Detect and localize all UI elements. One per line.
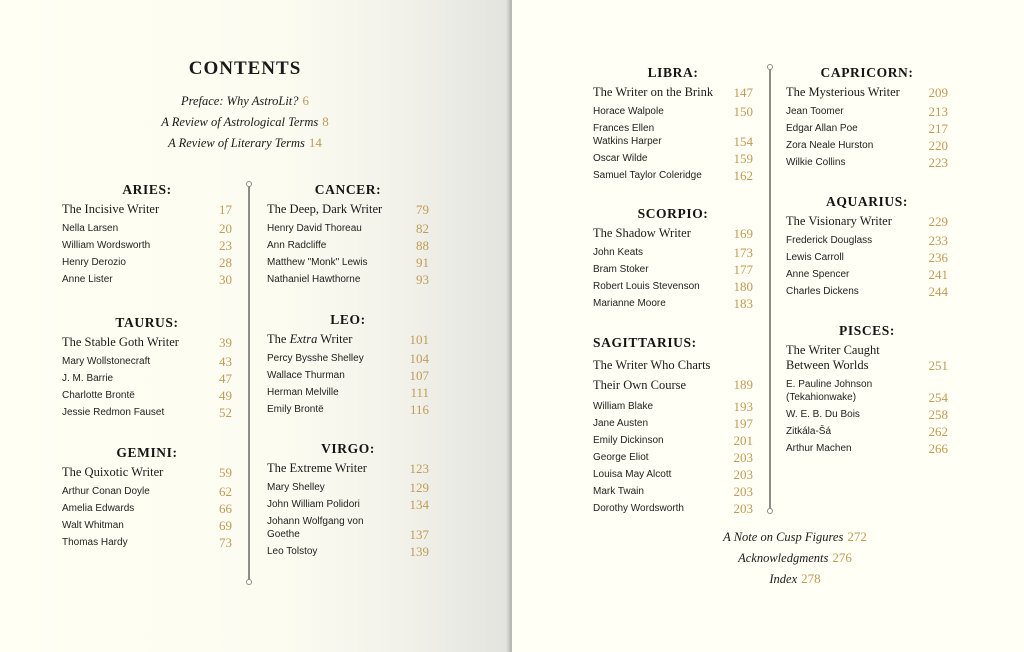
writer-name: Nella Larsen: [62, 223, 119, 234]
writer-name: Frederick Douglass: [786, 235, 873, 246]
sign-heading: AQUARIUS:: [826, 194, 908, 209]
archetype-label: The Extreme Writer: [267, 461, 367, 475]
writer-entry[interactable]: [267, 545, 429, 558]
page-number: 88: [416, 238, 429, 253]
archetype-row[interactable]: [267, 332, 429, 347]
writer-name: Walt Whitman: [62, 520, 124, 531]
archetype-label: The Incisive Writer: [62, 202, 160, 216]
archetype-row[interactable]: [62, 202, 232, 217]
writer-name: Jane Austen: [593, 418, 649, 429]
archetype-label-pre: The: [267, 332, 287, 346]
page-number: 52: [219, 405, 232, 420]
page-number: 39: [219, 335, 232, 350]
sign-heading: SAGITTARIUS:: [593, 335, 697, 350]
page-number: 203: [733, 467, 753, 482]
archetype-row[interactable]: [593, 85, 753, 100]
front-matter-item[interactable]: [120, 93, 370, 109]
writer-name: William Blake: [593, 401, 654, 412]
archetype-label-post: Writer: [320, 332, 353, 346]
page-number: 73: [219, 535, 232, 550]
writer-entry[interactable]: [62, 485, 232, 498]
page-number: 183: [733, 296, 753, 311]
writer-entry[interactable]: [786, 408, 948, 421]
writer-entry[interactable]: [786, 442, 948, 455]
column-divider: [769, 69, 771, 509]
page-number: 91: [416, 255, 429, 270]
writer-entry[interactable]: [593, 417, 753, 430]
writer-entry[interactable]: [62, 389, 232, 402]
archetype-label: The Writer Caught Between Worlds: [786, 343, 880, 372]
archetype-label: The Quixotic Writer: [62, 465, 164, 479]
section-gemini: [62, 444, 232, 553]
page-number: 111: [410, 385, 429, 400]
page-number: 229: [928, 214, 948, 229]
page-number: 93: [416, 272, 429, 287]
contents-title: CONTENTS: [188, 58, 302, 79]
page-number: 209: [928, 85, 948, 100]
page-number: 104: [409, 351, 429, 366]
section-virgo: [267, 440, 429, 562]
page-number: 79: [416, 202, 429, 217]
writer-name: Anne Lister: [62, 274, 113, 285]
front-matter-label: Preface: Why AstroLit?: [180, 94, 299, 108]
writer-entry[interactable]: [593, 400, 753, 413]
page-number: 47: [219, 371, 232, 386]
sign-heading: PISCES:: [839, 323, 895, 338]
writer-entry[interactable]: [593, 122, 753, 148]
writer-name: Arthur Conan Doyle: [62, 486, 150, 497]
page-number: 150: [733, 104, 753, 119]
archetype-label: The Writer Who Charts Their Own Course: [593, 358, 711, 392]
writer-entry[interactable]: [593, 152, 753, 165]
writer-entry[interactable]: [786, 234, 948, 247]
back-matter-item[interactable]: [660, 571, 930, 587]
writer-entry[interactable]: [267, 481, 429, 494]
writer-name: Oscar Wilde: [593, 153, 648, 164]
back-matter-label: Index: [769, 572, 798, 586]
writer-name: Jean Toomer: [786, 106, 844, 117]
archetype-row[interactable]: [593, 355, 753, 395]
writer-name: Dorothy Wordsworth: [593, 503, 684, 514]
sign-heading: LIBRA:: [647, 65, 699, 80]
writer-name: Marianne Moore: [593, 298, 666, 309]
back-matter-label: Acknowledgments: [738, 551, 829, 565]
page-number: 116: [409, 402, 429, 417]
writer-entry[interactable]: [267, 256, 429, 269]
writer-entry[interactable]: [786, 378, 948, 404]
page-number: 217: [928, 121, 948, 136]
writer-entry[interactable]: [786, 156, 948, 169]
writer-name: Lewis Carroll: [786, 252, 844, 263]
writer-entry[interactable]: [267, 498, 429, 511]
writer-name: Ann Radcliffe: [267, 240, 327, 251]
writer-name: Amelia Edwards: [62, 503, 135, 514]
sign-heading: GEMINI:: [116, 445, 178, 460]
page-number: 203: [733, 501, 753, 516]
sign-heading: ARIES:: [122, 182, 172, 197]
writer-name: Mary Wollstonecraft: [62, 356, 151, 367]
page-number: 213: [928, 104, 948, 119]
writer-entry[interactable]: [786, 251, 948, 264]
writer-entry[interactable]: [62, 239, 232, 252]
archetype-row[interactable]: [62, 335, 232, 350]
archetype-row[interactable]: [62, 465, 232, 480]
writer-entry[interactable]: [593, 280, 753, 293]
back-matter-label: A Note on Cusp Figures: [723, 530, 844, 544]
archetype-label: The Writer on the Brink: [593, 85, 714, 99]
writer-entry[interactable]: [267, 239, 429, 252]
writer-name: Frances Ellen Watkins Harper: [593, 123, 662, 147]
page-number: 82: [416, 221, 429, 236]
page-number: 272: [847, 529, 867, 544]
archetype-row[interactable]: [786, 214, 948, 229]
section-sagittarius: [593, 334, 753, 519]
page-number: 17: [219, 202, 232, 217]
archetype-label-em: Extra: [289, 332, 318, 346]
sign-heading: LEO:: [330, 312, 366, 327]
writer-entry[interactable]: [267, 515, 429, 541]
page-number: 203: [733, 450, 753, 465]
writer-entry[interactable]: [786, 285, 948, 298]
page-number: 28: [219, 255, 232, 270]
writer-name: Henry Derozio: [62, 257, 126, 268]
page-number: 134: [409, 497, 429, 512]
page-number: 197: [733, 416, 753, 431]
page-number: 159: [733, 151, 753, 166]
writer-entry[interactable]: [593, 451, 753, 464]
page-number: 233: [928, 233, 948, 248]
writer-entry[interactable]: [267, 403, 429, 416]
page-number: 101: [409, 332, 429, 347]
section-pisces: [786, 322, 948, 459]
writer-entry[interactable]: [593, 434, 753, 447]
writer-entry[interactable]: [62, 355, 232, 368]
writer-name: Mark Twain: [593, 486, 644, 497]
writer-name: Leo Tolstoy: [267, 546, 318, 557]
section-aquarius: [786, 193, 948, 302]
writer-entry[interactable]: [62, 222, 232, 235]
writer-name: Percy Bysshe Shelley: [267, 353, 364, 364]
page-number: 244: [928, 284, 948, 299]
front-matter-item[interactable]: [120, 135, 370, 151]
page-number: 278: [801, 571, 821, 586]
archetype-label: The Visionary Writer: [786, 214, 892, 228]
writer-name: W. E. B. Du Bois: [786, 409, 860, 420]
page-number: 251: [928, 358, 948, 373]
page-number: 107: [409, 368, 429, 383]
writer-name: Arthur Machen: [786, 443, 852, 454]
archetype-row[interactable]: [593, 226, 753, 241]
sign-heading: TAURUS:: [115, 315, 179, 330]
writer-name: Emily Brontë: [267, 404, 324, 415]
section-libra: [593, 64, 753, 186]
page-number: 8: [322, 114, 329, 129]
writer-name: Wallace Thurman: [267, 370, 345, 381]
page-number: 66: [219, 501, 232, 516]
archetype-row[interactable]: [786, 85, 948, 100]
page-number: 69: [219, 518, 232, 533]
page-number: 139: [409, 544, 429, 559]
page-number: 189: [733, 377, 753, 392]
archetype-row[interactable]: [786, 343, 948, 373]
writer-entry[interactable]: [593, 169, 753, 182]
writer-name: William Wordsworth: [62, 240, 151, 251]
front-matter-label: A Review of Literary Terms: [168, 136, 305, 150]
page-number: 30: [219, 272, 232, 287]
writer-name: Bram Stoker: [593, 264, 649, 275]
page-number: 14: [308, 135, 322, 150]
page-number: 49: [219, 388, 232, 403]
archetype-row[interactable]: [267, 202, 429, 217]
writer-name: Edgar Allan Poe: [786, 123, 858, 134]
writer-name: Wilkie Collins: [786, 157, 846, 168]
writer-name: Robert Louis Stevenson: [593, 281, 700, 292]
writer-entry[interactable]: [786, 425, 948, 438]
section-cancer: [267, 181, 429, 290]
writer-entry[interactable]: [62, 536, 232, 549]
writer-entry[interactable]: [62, 502, 232, 515]
writer-name: Zora Neale Hurston: [786, 140, 874, 151]
page-number: 173: [733, 245, 753, 260]
writer-name: Thomas Hardy: [62, 537, 128, 548]
front-matter-label: A Review of Astrological Terms: [161, 115, 319, 129]
page-number: 129: [409, 480, 429, 495]
page-number: 162: [733, 168, 753, 183]
archetype-label: The Stable Goth Writer: [62, 335, 179, 349]
writer-name: J. M. Barrie: [62, 373, 114, 384]
writer-entry[interactable]: [267, 273, 429, 286]
section-aries: [62, 181, 232, 290]
page-number: 276: [832, 550, 852, 565]
page-number: 6: [302, 93, 310, 108]
writer-name: Henry David Thoreau: [267, 223, 362, 234]
page-number: 258: [928, 407, 948, 422]
writer-entry[interactable]: [267, 386, 429, 399]
column-divider: [248, 186, 250, 580]
writer-name: Nathaniel Hawthorne: [267, 274, 361, 285]
sign-heading: SCORPIO:: [637, 206, 709, 221]
writer-entry[interactable]: [593, 502, 753, 515]
page-number: 266: [928, 441, 948, 456]
writer-name: Charlotte Brontë: [62, 390, 135, 401]
archetype-label: The Shadow Writer: [593, 226, 691, 240]
writer-name: Samuel Taylor Coleridge: [593, 170, 702, 181]
writer-name: Mary Shelley: [267, 482, 325, 493]
back-matter-item[interactable]: [660, 550, 930, 566]
writer-entry[interactable]: [593, 468, 753, 481]
writer-entry[interactable]: [593, 263, 753, 276]
page-number: 123: [409, 461, 429, 476]
writer-name: Jessie Redmon Fauset: [62, 407, 165, 418]
writer-entry[interactable]: [593, 246, 753, 259]
writer-entry[interactable]: [593, 485, 753, 498]
page-number: 223: [928, 155, 948, 170]
writer-name: Anne Spencer: [786, 269, 850, 280]
page-number: 23: [219, 238, 232, 253]
archetype-row[interactable]: [267, 461, 429, 476]
section-capricorn: [786, 64, 948, 173]
book-spine: [510, 0, 512, 652]
page-number: 137: [409, 527, 429, 542]
page-number: 201: [733, 433, 753, 448]
writer-name: John Keats: [593, 247, 644, 258]
writer-entry[interactable]: [267, 352, 429, 365]
writer-name: Matthew "Monk" Lewis: [267, 257, 368, 268]
section-scorpio: [593, 205, 753, 314]
page-number: 43: [219, 354, 232, 369]
back-matter-item[interactable]: [660, 529, 930, 545]
writer-entry[interactable]: [62, 406, 232, 419]
writer-name: Johann Wolfgang von Goethe: [267, 516, 364, 540]
writer-entry[interactable]: [786, 105, 948, 118]
page-number: 203: [733, 484, 753, 499]
writer-entry[interactable]: [62, 372, 232, 385]
page-number: 241: [928, 267, 948, 282]
archetype-label: The Mysterious Writer: [786, 85, 900, 99]
writer-entry[interactable]: [593, 105, 753, 118]
writer-entry[interactable]: [786, 122, 948, 135]
page-number: 20: [219, 221, 232, 236]
page-number: 193: [733, 399, 753, 414]
archetype-label: The Deep, Dark Writer: [267, 202, 383, 216]
page-number: 169: [733, 226, 753, 241]
writer-entry[interactable]: [786, 139, 948, 152]
archetype-label: [267, 332, 352, 347]
page-number: 62: [219, 484, 232, 499]
page-number: 180: [733, 279, 753, 294]
section-leo: [267, 311, 429, 420]
writer-entry[interactable]: [62, 519, 232, 532]
writer-name: Zitkála-Šá: [786, 426, 832, 437]
page-number: 147: [733, 85, 753, 100]
writer-entry[interactable]: [62, 256, 232, 269]
page-number: 236: [928, 250, 948, 265]
writer-name: Horace Walpole: [593, 106, 664, 117]
front-matter-item[interactable]: [120, 114, 370, 130]
writer-name: George Eliot: [593, 452, 649, 463]
page-number: 254: [928, 390, 948, 405]
section-taurus: [62, 314, 232, 423]
page-number: 154: [733, 134, 753, 149]
page-number: 262: [928, 424, 948, 439]
page-number: 220: [928, 138, 948, 153]
page-number: 177: [733, 262, 753, 277]
sign-heading: CANCER:: [314, 182, 382, 197]
writer-entry[interactable]: [267, 369, 429, 382]
sign-heading: CAPRICORN:: [820, 65, 914, 80]
page-number: 59: [219, 465, 232, 480]
writer-name: John William Polidori: [267, 499, 360, 510]
writer-name: Charles Dickens: [786, 286, 859, 297]
writer-name: E. Pauline Johnson (Tekahionwake): [786, 379, 873, 403]
writer-name: Emily Dickinson: [593, 435, 664, 446]
writer-name: Louisa May Alcott: [593, 469, 672, 480]
writer-entry[interactable]: [593, 297, 753, 310]
sign-heading: VIRGO:: [321, 441, 375, 456]
writer-entry[interactable]: [786, 268, 948, 281]
writer-entry[interactable]: [267, 222, 429, 235]
writer-entry[interactable]: [62, 273, 232, 286]
writer-name: Herman Melville: [267, 387, 339, 398]
